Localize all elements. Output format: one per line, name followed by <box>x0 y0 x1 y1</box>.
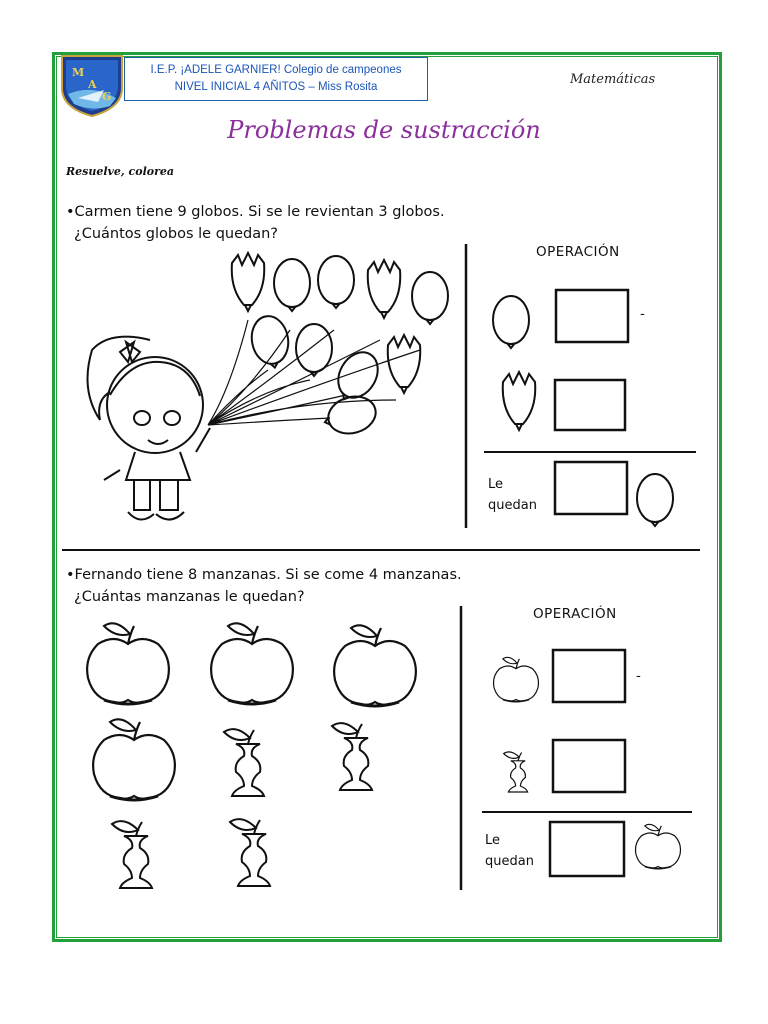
problem-2-line-1: •Fernando tiene 8 manzanas. Si se come 4 manzanas. <box>66 567 462 583</box>
svg-text:A: A <box>88 78 97 91</box>
problem-2-minus-sign: - <box>636 668 642 684</box>
problem-2-line-2: ¿Cuántas manzanas le quedan? <box>74 589 305 605</box>
problem-1-line-2: ¿Cuántos globos le quedan? <box>74 226 278 242</box>
school-name-line: I.E.P. ¡ADELE GARNIER! Colegio de campeones <box>150 64 402 76</box>
problem-2-answer-box-2[interactable] <box>553 740 625 792</box>
instructions: Resuelve, colorea <box>66 165 175 178</box>
problem-1-answer-box-2[interactable] <box>555 380 625 430</box>
problem-2-remaining-line-1: Le <box>485 833 501 848</box>
problem-1-popped-balloon-icon <box>503 372 536 430</box>
balloons-illustration <box>208 253 448 440</box>
problem-1-minus-sign: - <box>640 306 646 322</box>
svg-text:M: M <box>72 66 85 79</box>
problem-2-apple-icon <box>494 657 539 701</box>
problem-1-answer-box-1[interactable] <box>556 290 628 342</box>
problem-2-answer-box-1[interactable] <box>553 650 625 702</box>
problem-1-operation-label: OPERACIÓN <box>536 244 620 260</box>
problem-1-remaining-line-2: quedan <box>488 498 537 513</box>
problem-1-result-box[interactable] <box>555 462 627 514</box>
girl-illustration <box>88 337 211 520</box>
problem-1-line-1: •Carmen tiene 9 globos. Si se le revientan 3 globos. <box>66 204 445 220</box>
problem-1-balloon-icon <box>493 296 529 348</box>
apples-illustration <box>87 623 416 888</box>
problem-1-result-balloon-icon <box>637 474 673 526</box>
school-level-line: NIVEL INICIAL 4 AÑITOS – Miss Rosita <box>174 81 378 93</box>
problem-2-remaining-line-2: quedan <box>485 854 534 869</box>
problem-2-core-icon <box>504 752 528 792</box>
page-title: Problemas de sustracción <box>227 116 541 144</box>
problem-2-result-box[interactable] <box>550 822 624 876</box>
svg-text:G: G <box>102 90 112 103</box>
problem-1-remaining-line-1: Le <box>488 477 504 492</box>
problem-2-result-apple-icon <box>636 824 681 868</box>
subject-label: Matemáticas <box>570 72 656 87</box>
problem-2-operation-label: OPERACIÓN <box>533 606 617 622</box>
